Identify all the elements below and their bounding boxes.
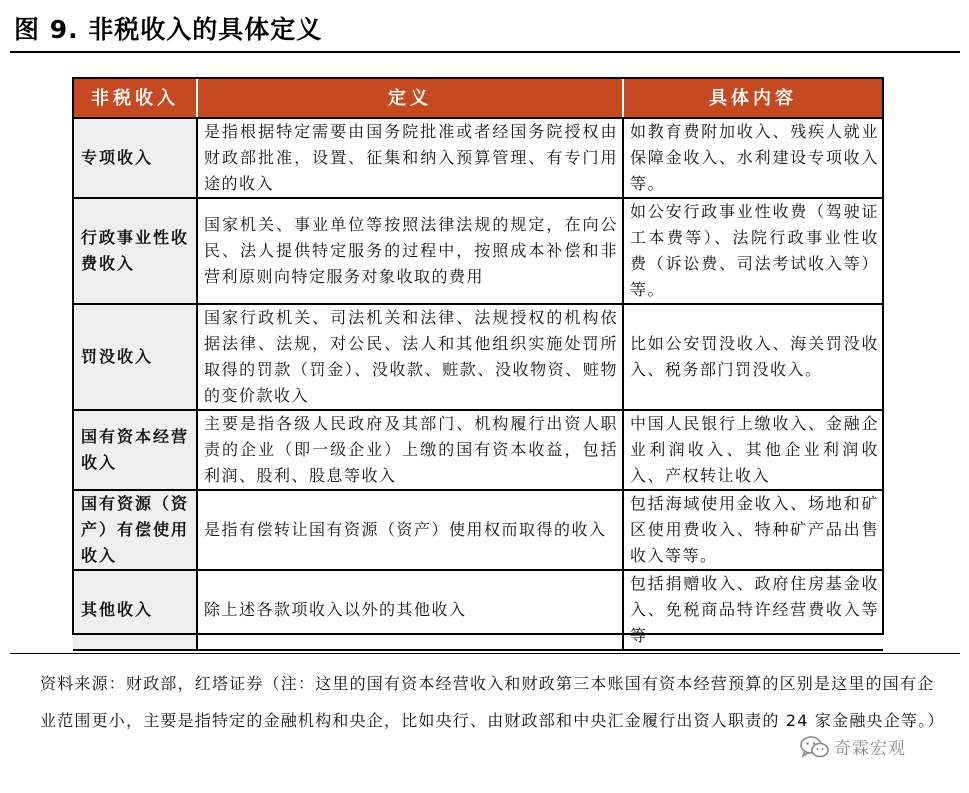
row-name: 罚没收入 — [73, 304, 197, 410]
row-definition: 国家行政机关、司法机关和法律、法规授权的机构依据法律、法规，对公民、法人和其他组织实施处罚所取得的罚款（罚金）、没收款、赃款、没收物资、赃物的变价款收入 — [197, 304, 623, 410]
row-name: 行政事业性收费收入 — [73, 198, 197, 304]
row-content: 包括捐赠收入、政府住房基金收入、免税商品特许经营费收入等等 — [623, 570, 883, 650]
row-name: 国有资本经营收入 — [73, 410, 197, 490]
watermark-label: 奇霖宏观 — [834, 739, 906, 759]
table-row — [73, 410, 883, 490]
table-row — [73, 570, 883, 650]
source-note: 资料来源：财政部，红塔证券（注：这里的国有资本经营收入和财政第三本账国有资本经营预算的区别是这里的国有企业范围更小，主要是指特定的金融机构和央企，比如央行、由财政部和中央汇金履行出资人职责的 24 家金融央企等。） — [40, 674, 945, 730]
non-tax-revenue-table — [72, 77, 884, 651]
row-content: 中国人民银行上缴收入、金融企业利润收入、其他企业利润收入、产权转让收入 — [623, 410, 883, 490]
table-header-row — [73, 77, 883, 118]
row-definition: 国家机关、事业单位等按照法律法规的规定，在向公民、法人提供特定服务的过程中，按照成本补偿和非营利原则向特定服务对象收取的费用 — [197, 198, 623, 304]
table-row — [73, 490, 883, 570]
table-row — [73, 118, 883, 198]
watermark — [800, 734, 906, 759]
row-content: 比如公安罚没收入、海关罚没收入、税务部门罚没收入。 — [623, 304, 883, 410]
row-content: 如公安行政事业性收费（驾驶证工本费等）、法院行政事业性收费（诉讼费、司法考试收入等）等。 — [623, 198, 883, 304]
row-name: 专项收入 — [73, 118, 197, 198]
row-definition: 是指根据特定需要由国务院批准或者经国务院授权由财政部批准，设置、征集和纳入预算管理、有专门用途的收入 — [197, 118, 623, 198]
row-name: 国有资源（资产）有偿使用收入 — [73, 490, 197, 570]
row-content: 包括海域使用金收入、场地和矿区使用费收入、特种矿产品出售收入等等。 — [623, 490, 883, 570]
figure-title: 图 9. 非税收入的具体定义 — [14, 15, 323, 44]
header-category: 非税收入 — [73, 77, 197, 118]
row-definition: 是指有偿转让国有资源（资产）使用权而取得的收入 — [197, 490, 623, 570]
header-definition: 定义 — [197, 77, 623, 118]
row-definition: 主要是指各级人民政府及其部门、机构履行出资人职责的企业（即一级企业）上缴的国有资本收益，包括利润、股利、股息等收入 — [197, 410, 623, 490]
title-divider — [10, 51, 960, 53]
row-content: 如教育费附加收入、残疾人就业保障金收入、水利建设专项收入等。 — [623, 118, 883, 198]
row-definition: 除上述各款项收入以外的其他收入 — [197, 570, 623, 650]
wechat-icon — [800, 735, 830, 759]
table-row — [73, 198, 883, 304]
note-divider — [10, 653, 960, 654]
table-row — [73, 304, 883, 410]
header-content: 具体内容 — [623, 77, 883, 118]
row-name: 其他收入 — [73, 570, 197, 650]
